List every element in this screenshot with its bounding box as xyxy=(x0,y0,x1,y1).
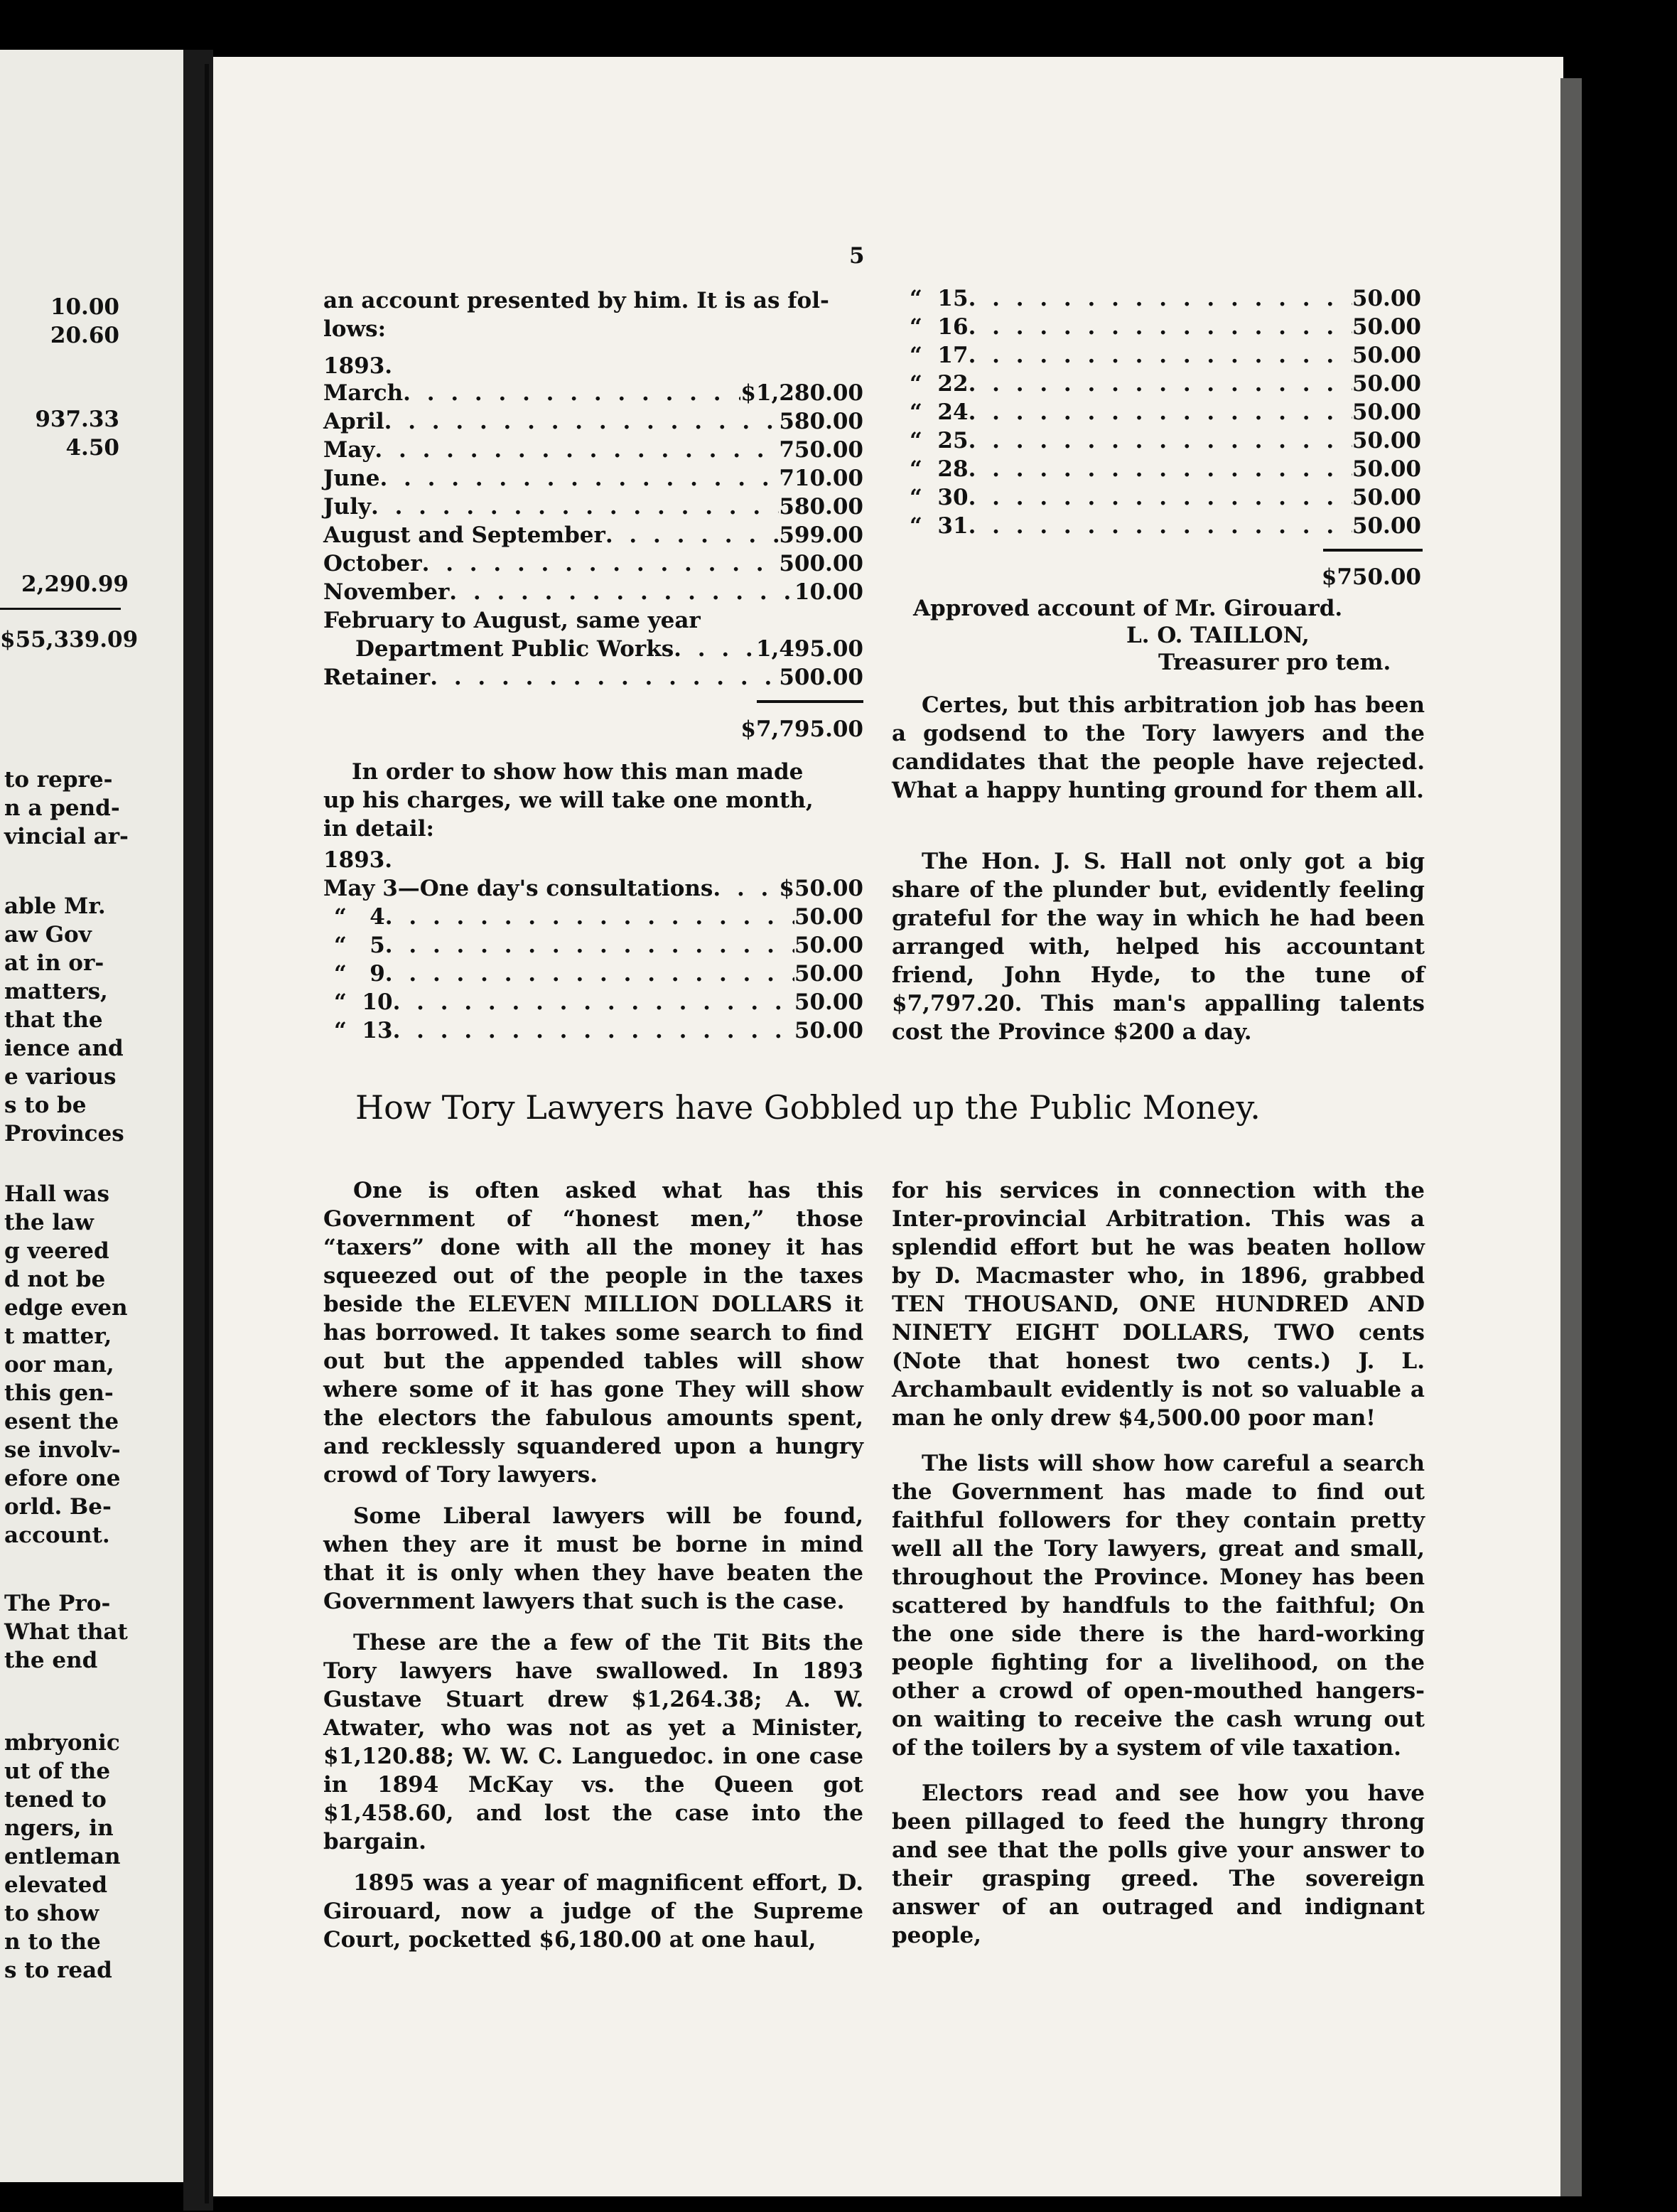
fragment-line: tened to xyxy=(4,1787,107,1813)
fragment-line: se involv- xyxy=(4,1437,121,1463)
feb-line: February to August, same year xyxy=(323,608,701,633)
fragment-line: account. xyxy=(4,1523,110,1548)
fragment-line: esent the xyxy=(4,1409,119,1434)
fragment-rule xyxy=(0,608,121,610)
day-row: “ 4 . . . 50.00 xyxy=(334,903,863,931)
sum-rule xyxy=(1323,549,1423,552)
detail-line: up his charges, we will take one month, xyxy=(323,788,814,813)
fragment-line: oor man, xyxy=(4,1352,114,1378)
fragment-line: g veered xyxy=(4,1238,109,1264)
day-row: “ 17 . . . 50.00 xyxy=(910,341,1421,370)
account-row: March . . . $1,280.00 xyxy=(323,379,863,407)
fragment-line: n to the xyxy=(4,1929,101,1955)
fragment-line: the law xyxy=(4,1210,94,1235)
fragment-number: 2,290.99 xyxy=(21,571,129,597)
fragment-line: d not be xyxy=(4,1267,106,1292)
fragment-line: orld. Be- xyxy=(4,1494,112,1520)
fragment-number: 937.33 xyxy=(35,407,119,432)
account-row: August and September . . . 599.00 xyxy=(323,521,863,549)
gutter-shadow xyxy=(205,64,209,2203)
fragment-line: s to be xyxy=(4,1092,87,1118)
day-row: “ 25 . . . 50.00 xyxy=(910,426,1421,455)
signer-name: L. O. TAILLON, xyxy=(1126,623,1310,648)
year-label: 1893. xyxy=(323,353,393,379)
page-edge xyxy=(1560,78,1582,2196)
day-row: “ 15 . . . 50.00 xyxy=(910,284,1421,313)
fragment-line: vincial ar- xyxy=(4,824,129,849)
account-row: November . . . 10.00 xyxy=(323,578,863,606)
paragraph: Certes, but this arbitration job has been a godsend to the Tory lawyers and the candidates that the people have rejected. What a happy hunting ground for them all. xyxy=(892,692,1425,803)
detail-line: In order to show how this man made xyxy=(352,759,804,785)
day-row: “ 9 . . . 50.00 xyxy=(334,960,863,988)
fragment-line: t matter, xyxy=(4,1324,112,1349)
column-left-text xyxy=(323,1176,863,1954)
detail-line: in detail: xyxy=(323,816,434,842)
fragment-line: ience and xyxy=(4,1036,124,1061)
day-row: “ 30 . . . 50.00 xyxy=(910,483,1421,512)
sum-rule xyxy=(757,700,863,703)
column-right-text xyxy=(892,1176,1425,1950)
fragment-line: n a pend- xyxy=(4,795,120,821)
approved-line: Approved account of Mr. Girouard. xyxy=(913,596,1343,621)
fragment-line: What that xyxy=(4,1619,128,1645)
account-row: May . . . 750.00 xyxy=(323,436,863,464)
paragraph: for his services in connection with the Inter-provincial Arbitration. This was a splendid effort but he was beaten hollow by D. Macmaster who, in 1896, grabbed TEN THOUSAND, ONE HUNDRED AND NINETY EIGHT DOLLARS, TWO cents (Note that honest two cents.) J. L. Archambault evidently is not so valuable a man he only drew $4,500.00 poor man! xyxy=(892,1178,1425,1431)
account-row: October . . . 500.00 xyxy=(323,549,863,578)
fragment-line: aw Gov xyxy=(4,922,92,947)
fragment-number: 4.50 xyxy=(65,435,119,461)
account-total: $7,795.00 xyxy=(740,716,863,742)
day-row: “ 31 . . . 50.00 xyxy=(910,512,1421,540)
page-number: 5 xyxy=(849,243,865,269)
day-row: “ 22 . . . 50.00 xyxy=(910,370,1421,398)
account-row: Retainer . . . 500.00 xyxy=(323,663,863,692)
account-row: June . . . 710.00 xyxy=(323,464,863,493)
paragraph: The Hon. J. S. Hall not only got a big share of the plunder but, evidently feeling grateful for the way in which he had been arranged with, helped his accountant friend, John Hyde, to the tune of $7,797.20. This man's appalling talents cost the Province $200 a day. xyxy=(892,849,1425,1045)
fragment-line: to show xyxy=(4,1901,99,1926)
fragment-line: matters, xyxy=(4,979,108,1004)
fragment-number: $55,339.09 xyxy=(0,627,139,653)
account-row: Department Public Works . . . 1,495.00 xyxy=(355,635,863,663)
fragment-line: e various xyxy=(4,1064,117,1090)
intro-line: an account presented by him. It is as fol- xyxy=(323,288,829,313)
fragment-line: edge even xyxy=(4,1295,128,1321)
signer-title: Treasurer pro tem. xyxy=(1158,650,1391,675)
fragment-line: ngers, in xyxy=(4,1815,114,1841)
article-headline: How Tory Lawyers have Gobbled up the Public Money. xyxy=(355,1088,1261,1127)
fragment-line: Provinces xyxy=(4,1121,124,1147)
fragment-line: Hall was xyxy=(4,1181,109,1207)
intro-line: lows: xyxy=(323,316,387,342)
fragment-line: at in or- xyxy=(4,950,104,976)
fragment-line: s to read xyxy=(4,1958,112,1983)
day-row: “ 28 . . . 50.00 xyxy=(910,455,1421,483)
paragraph: The lists will show how careful a search the Government has made to find out faithful followers for they contain pretty well all the Tory lawyers, great and small, throughout the Province. Money has been scattered by handfuls to the faithful; On the one side there is the hard-working people fighting for a livelihood, on the other a crowd of open-mouthed hangers-on waiting to receive the cash wrung out of the toilers by a system of vile taxation. xyxy=(892,1451,1425,1761)
paragraph: These are the a few of the Tit Bits the Tory lawyers have swallowed. In 1893 Gustave Stuart drew $1,264.38; A. W. Atwater, who was not as yet a Minister, $1,120.88; W. W. C. Languedoc. in one case in 1894 McKay vs. the Queen got $1,458.60, and lost the case into the bargain. xyxy=(323,1630,863,1854)
fragment-line: ut of the xyxy=(4,1759,111,1784)
account-row: July . . . 580.00 xyxy=(323,493,863,521)
paragraph: Some Liberal lawyers will be found, when they are it must be borne in mind that it is only when they have beaten the Government lawyers that such is the case. xyxy=(323,1503,863,1614)
fragment-number: 20.60 xyxy=(50,323,119,348)
account-row: April . . . 580.00 xyxy=(323,407,863,436)
fragment-line: mbryonic xyxy=(4,1730,120,1756)
fragment-line: elevated xyxy=(4,1872,108,1898)
fragment-line: this gen- xyxy=(4,1380,114,1406)
day-row: “ 10 . . . 50.00 xyxy=(334,988,863,1016)
day-row: “ 5 . . . 50.00 xyxy=(334,931,863,960)
fragment-line: able Mr. xyxy=(4,893,106,919)
fragment-line: that the xyxy=(4,1007,103,1033)
year-label: 1893. xyxy=(323,847,393,873)
paragraph: One is often asked what has this Government of “honest men,” those “taxers” done with all the money it has squeezed out of the people in the taxes beside the ELEVEN MILLION DOLLARS it has borrowed. It takes some search to find out but the appended tables will show where some of it has gone They will show the electors the fabulous amounts spent, and recklessly squandered upon a hungry crowd of Tory lawyers. xyxy=(323,1178,863,1488)
day-row: “ 24 . . . 50.00 xyxy=(910,398,1421,426)
fragment-line: efore one xyxy=(4,1466,121,1491)
paragraph: 1895 was a year of magnificent effort, D. Girouard, now a judge of the Supreme Court, pocketted $6,180.00 at one haul, xyxy=(323,1870,863,1953)
fragment-line: the end xyxy=(4,1648,98,1673)
day-row: May 3—One day's consultations . . . $50.00 xyxy=(323,874,863,903)
fragment-number: 10.00 xyxy=(50,294,119,320)
fragment-line: The Pro- xyxy=(4,1591,111,1616)
fragment-line: to repre- xyxy=(4,767,113,793)
day-total: $750.00 xyxy=(1321,564,1421,590)
day-row: “ 16 . . . 50.00 xyxy=(910,313,1421,341)
day-row: “ 13 . . . 50.00 xyxy=(334,1016,863,1045)
paragraph: Electors read and see how you have been pillaged to feed the hungry throng and see that the polls give your answer to their grasping greed. The sovereign answer of an outraged and indignant people, xyxy=(892,1781,1425,1948)
fragment-line: entleman xyxy=(4,1844,121,1869)
